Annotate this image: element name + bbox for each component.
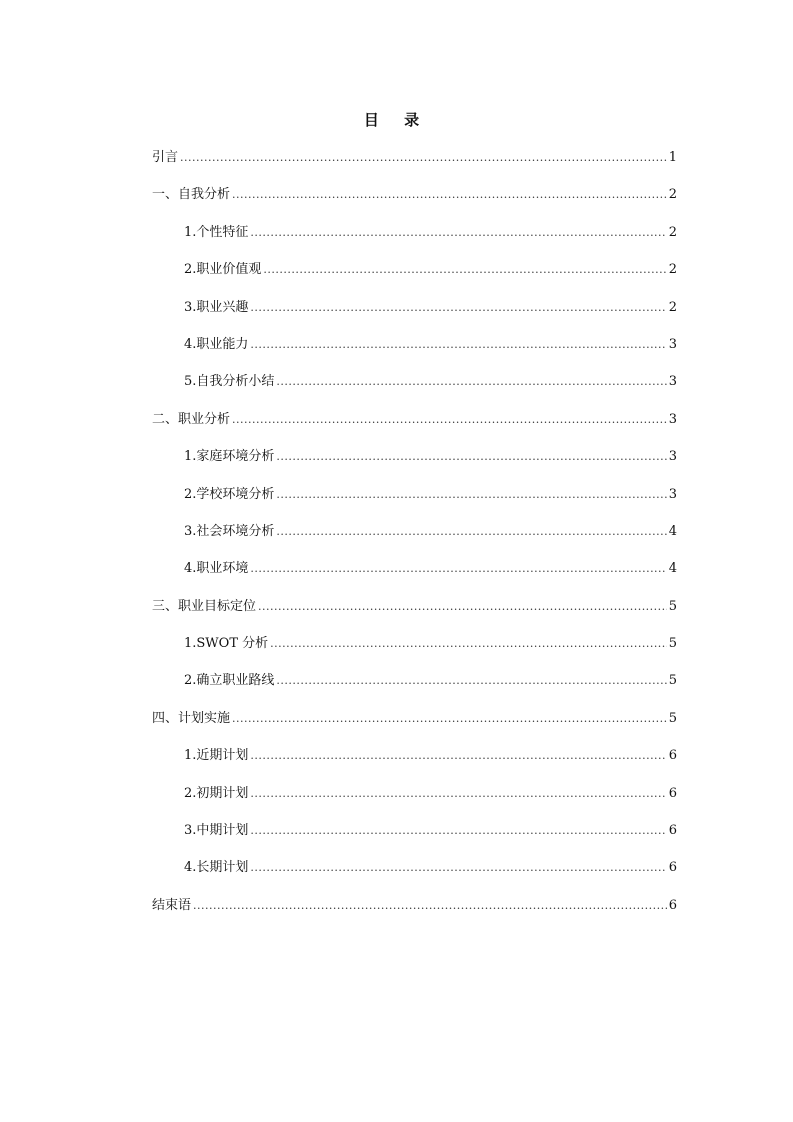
toc-title: 目 录	[363, 111, 430, 129]
dot-leader	[250, 744, 666, 768]
dot-leader	[180, 146, 667, 170]
toc-entry-page: 6	[668, 860, 677, 876]
toc-entry-page: 6	[668, 748, 677, 764]
toc-entry-page: 3	[668, 449, 677, 465]
toc-entry[interactable]	[152, 221, 677, 258]
toc-entry-page: 6	[668, 897, 677, 913]
toc-entry-label: 二、职业分析	[152, 411, 231, 427]
toc-entry-page: 1	[668, 150, 677, 165]
toc-entry[interactable]	[152, 707, 677, 744]
toc-entry-label: 1.近期计划	[184, 748, 249, 764]
toc-entry-label: 2.学校环境分析	[184, 486, 275, 502]
toc-entry-label: 一、自我分析	[152, 187, 231, 203]
toc-entry[interactable]	[152, 520, 677, 557]
dot-leader	[250, 782, 666, 806]
toc-entry-page: 2	[668, 262, 677, 278]
toc-list	[152, 146, 677, 931]
toc-entry-label: 1.家庭环境分析	[184, 449, 275, 465]
toc-entry[interactable]	[152, 408, 677, 445]
dot-leader	[276, 370, 666, 394]
dot-leader	[270, 632, 667, 656]
toc-entry-label: 5.自我分析小结	[184, 374, 275, 390]
dot-leader	[258, 595, 667, 619]
toc-entry-label: 3.职业兴趣	[184, 299, 249, 315]
toc-entry-page: 3	[668, 374, 677, 390]
toc-entry-page: 5	[668, 710, 677, 726]
toc-entry-page: 3	[668, 486, 677, 502]
toc-entry-label: 1.SWOT 分析	[184, 636, 269, 652]
dot-leader	[263, 258, 666, 282]
toc-entry-label: 2.初期计划	[184, 785, 249, 801]
toc-entry[interactable]	[152, 146, 677, 183]
toc-entry-page: 2	[668, 187, 677, 203]
toc-entry[interactable]	[152, 258, 677, 295]
toc-entry[interactable]	[152, 557, 677, 594]
toc-entry-page: 5	[668, 673, 677, 689]
dot-leader	[250, 557, 666, 581]
toc-entry-page: 4	[668, 523, 677, 539]
dot-leader	[232, 408, 667, 432]
dot-leader	[250, 221, 666, 245]
dot-leader	[276, 483, 666, 507]
toc-entry[interactable]	[152, 333, 677, 370]
dot-leader	[250, 333, 666, 357]
toc-entry-label: 2.确立职业路线	[184, 673, 275, 689]
toc-entry-page: 6	[668, 785, 677, 801]
dot-leader	[276, 520, 666, 544]
toc-entry-page: 2	[668, 299, 677, 315]
dot-leader	[250, 856, 666, 880]
toc-entry-label: 2.职业价值观	[184, 262, 262, 278]
toc-entry-page: 2	[668, 224, 677, 240]
toc-entry-label: 4.职业环境	[184, 561, 249, 577]
toc-entry[interactable]	[152, 183, 677, 220]
toc-entry[interactable]	[152, 483, 677, 520]
toc-entry-label: 三、职业目标定位	[152, 598, 257, 614]
toc-entry[interactable]	[152, 370, 677, 407]
toc-entry[interactable]	[152, 669, 677, 706]
toc-entry-label: 结束语	[152, 897, 192, 913]
toc-entry-page: 3	[668, 336, 677, 352]
toc-entry-label: 四、计划实施	[152, 710, 231, 726]
toc-entry[interactable]	[152, 819, 677, 856]
dot-leader	[232, 183, 667, 207]
toc-entry-label: 1.个性特征	[184, 224, 249, 240]
dot-leader	[276, 669, 666, 693]
dot-leader	[232, 707, 667, 731]
toc-entry[interactable]	[152, 856, 677, 893]
dot-leader	[250, 819, 666, 843]
toc-entry-page: 5	[668, 598, 677, 614]
toc-entry[interactable]	[152, 296, 677, 333]
toc-entry[interactable]	[152, 445, 677, 482]
toc-entry[interactable]	[152, 894, 677, 931]
toc-entry[interactable]	[152, 782, 677, 819]
toc-entry[interactable]	[152, 632, 677, 669]
toc-entry-label: 引言	[152, 150, 179, 165]
toc-entry-page: 6	[668, 823, 677, 839]
dot-leader	[276, 445, 666, 469]
toc-entry-label: 3.中期计划	[184, 823, 249, 839]
toc-entry-label: 3.社会环境分析	[184, 523, 275, 539]
dot-leader	[250, 296, 666, 320]
toc-entry-page: 3	[668, 411, 677, 427]
toc-entry-page: 4	[668, 561, 677, 577]
toc-entry-label: 4.长期计划	[184, 860, 249, 876]
toc-entry-page: 5	[668, 636, 677, 652]
toc-entry-label: 4.职业能力	[184, 336, 249, 352]
toc-entry[interactable]	[152, 595, 677, 632]
dot-leader	[193, 894, 667, 918]
toc-entry[interactable]	[152, 744, 677, 781]
